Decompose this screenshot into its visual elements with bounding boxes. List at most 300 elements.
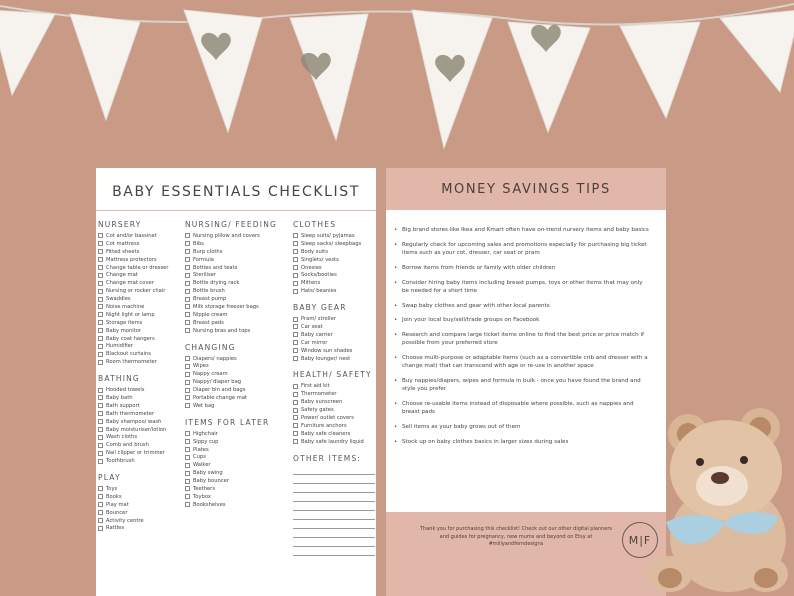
checklist-item[interactable]: [185, 477, 277, 485]
bunting-banner: [0, 0, 794, 160]
checklist-item[interactable]: [98, 358, 169, 366]
checklist-item[interactable]: [293, 390, 375, 398]
checklist-item[interactable]: [98, 485, 169, 493]
checklist-item-label: Nursing or rocker chair: [106, 288, 166, 295]
write-in-line[interactable]: [293, 475, 375, 484]
checklist-item-label: Books: [106, 493, 122, 500]
checklist-item-label: Window sun shades: [301, 347, 353, 354]
section-heading: CHANGING: [185, 342, 236, 352]
checklist-item[interactable]: [185, 362, 277, 370]
checkbox[interactable]: [98, 494, 103, 499]
checklist-item-label: Portable change mat: [193, 394, 248, 401]
section-heading: PLAY: [98, 473, 121, 483]
checkbox[interactable]: [185, 479, 190, 484]
checkbox[interactable]: [98, 451, 103, 456]
checklist-item[interactable]: [98, 264, 169, 272]
checklist-item[interactable]: [98, 311, 169, 319]
tip-item: [394, 438, 650, 446]
checkbox[interactable]: [98, 273, 103, 278]
checklist-item[interactable]: [98, 335, 169, 343]
checklist-item-label: Breast pads: [193, 319, 224, 326]
logo-text: M|F: [628, 534, 652, 547]
tip-text: Sell items as your baby grows out of them: [402, 424, 521, 431]
checkbox[interactable]: [293, 348, 298, 353]
checkbox[interactable]: [98, 411, 103, 416]
write-in-line[interactable]: [293, 493, 375, 502]
checkbox[interactable]: [185, 447, 190, 452]
checklist-item[interactable]: [185, 287, 277, 295]
checklist-title: BABY ESSENTIALS CHECKLIST: [112, 184, 360, 200]
write-in-line[interactable]: [293, 511, 375, 520]
checklist-item[interactable]: [293, 279, 375, 287]
checklist-item-label: Milk storage freezer bags: [193, 303, 259, 310]
checklist-item[interactable]: [98, 342, 169, 350]
checklist-item[interactable]: [185, 264, 277, 272]
tips-footer: [386, 512, 666, 596]
checklist-item[interactable]: [185, 319, 277, 327]
checklist-item-label: Swaddles: [106, 296, 131, 303]
checklist-item[interactable]: [293, 271, 375, 279]
checkbox[interactable]: [185, 249, 190, 254]
checklist-item-label: Rattles: [106, 525, 125, 532]
checklist-item[interactable]: [185, 248, 277, 256]
checkbox[interactable]: [185, 471, 190, 476]
checkbox[interactable]: [98, 352, 103, 357]
tip-text: Choose multi-purpose or adaptable items (such as a convertible crib and dresser with a change mat) that can transcend with age or re-use in another space: [402, 355, 648, 370]
checklist-item[interactable]: [293, 430, 375, 438]
checklist-item[interactable]: [293, 339, 375, 347]
tip-text: Consider hiring baby items including breast pumps, toys or other items that may only be needed for a short time: [402, 279, 643, 294]
checkbox[interactable]: [185, 304, 190, 309]
checkbox[interactable]: [293, 431, 298, 436]
checkbox[interactable]: [98, 502, 103, 507]
checkbox[interactable]: [293, 439, 298, 444]
checklist-item-label: Baby bouncer: [193, 478, 229, 485]
checkbox[interactable]: [293, 356, 298, 361]
checklist-item[interactable]: [98, 295, 169, 303]
checkbox[interactable]: [98, 249, 103, 254]
section-heading: NURSING/ FEEDING: [185, 220, 278, 229]
checklist-item-label: Toothbrush: [106, 458, 135, 465]
checklist-item[interactable]: [293, 315, 375, 323]
checkbox[interactable]: [185, 356, 190, 361]
checkbox[interactable]: [98, 459, 103, 464]
checklist-item-label: Teethers: [193, 485, 216, 492]
checklist-item-label: Nursing bras and tops: [193, 327, 251, 334]
checklist-item[interactable]: [98, 441, 169, 449]
checklist-item[interactable]: [293, 248, 375, 256]
checklist-item[interactable]: [98, 418, 169, 426]
checklist-item[interactable]: [98, 271, 169, 279]
checklist-item-label: Baby shampoo/ wash: [106, 418, 162, 425]
checklist-item-label: Noise machine: [106, 303, 145, 310]
checkbox[interactable]: [98, 289, 103, 294]
checklist-item-label: Nappy cream: [193, 371, 228, 378]
checkbox[interactable]: [98, 320, 103, 325]
checkbox[interactable]: [185, 273, 190, 278]
checkbox[interactable]: [293, 332, 298, 337]
checkbox[interactable]: [293, 400, 298, 405]
checklist-item[interactable]: [98, 350, 169, 358]
tip-item: [394, 400, 650, 416]
checklist-item[interactable]: [185, 378, 277, 386]
checkbox[interactable]: [98, 403, 103, 408]
checklist-item[interactable]: [185, 402, 277, 410]
checkbox[interactable]: [98, 312, 103, 317]
checkbox[interactable]: [185, 494, 190, 499]
checklist-item[interactable]: [185, 461, 277, 469]
bullet-icon: •: [394, 227, 398, 233]
checkbox[interactable]: [185, 328, 190, 333]
checklist-item-label: Baby swing: [193, 470, 223, 477]
checklist-item-label: Toybox: [193, 493, 211, 500]
bullet-icon: •: [394, 438, 398, 445]
checklist-item[interactable]: [185, 453, 277, 461]
section-heading: BATHING: [98, 374, 140, 384]
checklist-item[interactable]: [98, 493, 169, 501]
checkbox[interactable]: [185, 312, 190, 317]
checklist-item[interactable]: [293, 232, 375, 240]
checkbox[interactable]: [293, 317, 298, 322]
tip-text: Join your local buy/sell/trade groups on Facebook: [402, 317, 540, 324]
bullet-icon: •: [394, 401, 398, 408]
checklist-item-label: Baby coat hangers: [106, 335, 155, 342]
checkbox[interactable]: [293, 384, 298, 389]
checkbox[interactable]: [185, 395, 190, 400]
checkbox[interactable]: [185, 439, 190, 444]
checklist-item[interactable]: [185, 394, 277, 402]
checklist-item[interactable]: [185, 240, 277, 248]
checkbox[interactable]: [293, 324, 298, 329]
checklist-item-label: Nipple cream: [193, 311, 228, 318]
checklist-item[interactable]: [98, 501, 169, 509]
checklist-item[interactable]: [185, 446, 277, 454]
checklist-item-label: Bottles and teats: [193, 264, 238, 271]
checkbox[interactable]: [293, 257, 298, 262]
checklist-item[interactable]: [185, 370, 277, 378]
teddy-bear-illustration: [636, 398, 794, 596]
checklist-column: [98, 220, 169, 532]
checklist-item[interactable]: [293, 398, 375, 406]
checkbox[interactable]: [293, 415, 298, 420]
checklist-item[interactable]: [98, 303, 169, 311]
bullet-icon: •: [394, 332, 398, 339]
checklist-item[interactable]: [98, 319, 169, 327]
checklist-item-label: Walker: [193, 462, 211, 469]
checklist-item-label: Diapers/ nappies: [193, 355, 237, 362]
checkbox[interactable]: [185, 502, 190, 507]
checklist-item[interactable]: [293, 406, 375, 414]
checkbox[interactable]: [293, 281, 298, 286]
checklist-item[interactable]: [293, 256, 375, 264]
checklist-item-label: Safety gates: [301, 407, 334, 414]
checklist-item[interactable]: [98, 402, 169, 410]
checklist-item[interactable]: [185, 311, 277, 319]
checkbox[interactable]: [98, 388, 103, 393]
checkbox[interactable]: [185, 455, 190, 460]
checklist-item[interactable]: [185, 469, 277, 477]
checklist-item[interactable]: [185, 355, 277, 363]
checklist-column: [293, 220, 375, 556]
checklist-item-label: Bath support: [106, 402, 140, 409]
checklist-item[interactable]: [98, 386, 169, 394]
checkbox[interactable]: [98, 281, 103, 286]
checklist-item-label: First aid kit: [301, 383, 330, 390]
section-heading: BABY GEAR: [293, 303, 347, 313]
write-in-line[interactable]: [293, 520, 375, 529]
section-heading: HEALTH/ SAFETY: [293, 370, 372, 380]
write-in-line[interactable]: [293, 484, 375, 493]
checklist-item-label: Activity centre: [106, 517, 144, 524]
checklist-item[interactable]: [293, 438, 375, 446]
checkbox[interactable]: [98, 360, 103, 365]
checklist-item-label: Fitted sheets: [106, 248, 140, 255]
checkbox[interactable]: [185, 241, 190, 246]
checklist-item-label: Bibs: [193, 240, 204, 247]
checkbox[interactable]: [98, 526, 103, 531]
checkbox[interactable]: [98, 344, 103, 349]
checklist-item-label: Wash cloths: [106, 434, 138, 441]
bullet-icon: •: [394, 241, 398, 248]
bullet-icon: •: [394, 355, 398, 362]
checkbox[interactable]: [98, 427, 103, 432]
checklist-item[interactable]: [98, 248, 169, 256]
tip-item: [394, 377, 650, 393]
checklist-item-label: Humidifier: [106, 343, 134, 350]
tip-item: [394, 423, 650, 431]
checkbox[interactable]: [98, 518, 103, 523]
checkbox[interactable]: [185, 289, 190, 294]
checklist-item-label: Nappy/ diaper bag: [193, 379, 242, 386]
checklist-item-label: Room thermometer: [106, 359, 157, 366]
checkbox[interactable]: [98, 443, 103, 448]
checklist-item[interactable]: [185, 279, 277, 287]
checkbox[interactable]: [185, 403, 190, 408]
checklist-item-label: Steriliser: [193, 272, 217, 279]
checkbox[interactable]: [293, 340, 298, 345]
bullet-icon: •: [394, 302, 398, 309]
tip-text: Choose re-usable items instead of disposable where possible, such as nappies and breast pads: [402, 401, 634, 416]
tip-text: Buy nappies/diapers, wipes and formula in bulk - once you have found the brand and style you prefer: [402, 378, 641, 393]
checklist-item[interactable]: [293, 422, 375, 430]
checklist-item-label: Onesies: [301, 264, 322, 271]
checklist-item[interactable]: [293, 287, 375, 295]
checklist-item-label: Sleep suits/ pyjamas: [301, 232, 355, 239]
checklist-item-label: Nursing pillow and covers: [193, 232, 260, 239]
checkbox[interactable]: [98, 419, 103, 424]
checklist-item-label: Change mat: [106, 272, 138, 279]
checklist-item-label: Formula: [193, 256, 214, 263]
checkbox[interactable]: [293, 392, 298, 397]
tip-text: Borrow items from friends or family with older children: [402, 264, 556, 271]
checklist-item[interactable]: [98, 517, 169, 525]
write-in-line[interactable]: [293, 547, 375, 556]
checkbox[interactable]: [98, 510, 103, 515]
checklist-item[interactable]: [98, 327, 169, 335]
checklist-item[interactable]: [98, 433, 169, 441]
checkbox[interactable]: [98, 265, 103, 270]
checklist-item[interactable]: [293, 355, 375, 363]
checklist-item-label: Bottle brush: [193, 288, 225, 295]
checklist-item[interactable]: [98, 287, 169, 295]
checklist-page: [96, 168, 376, 596]
checkbox[interactable]: [185, 364, 190, 369]
checkbox[interactable]: [185, 380, 190, 385]
checkbox[interactable]: [293, 249, 298, 254]
checklist-item[interactable]: [185, 430, 277, 438]
checklist-item-label: Storage items: [106, 319, 143, 326]
checklist-item[interactable]: [185, 303, 277, 311]
checklist-item[interactable]: [98, 426, 169, 434]
write-in-line[interactable]: [293, 466, 375, 475]
checklist-item[interactable]: [293, 264, 375, 272]
checkbox[interactable]: [185, 486, 190, 491]
checklist-item[interactable]: [185, 493, 277, 501]
checklist-item-label: Bath thermometer: [106, 410, 155, 417]
checklist-item-label: Breast pump: [193, 296, 227, 303]
section-heading: NURSERY: [98, 220, 142, 229]
checklist-item-label: Baby safe laundry liquid: [301, 438, 364, 445]
checklist-item[interactable]: [98, 256, 169, 264]
checklist-item[interactable]: [185, 501, 277, 509]
checkbox[interactable]: [185, 320, 190, 325]
checkbox[interactable]: [293, 265, 298, 270]
checklist-item-label: Singlets/ vests: [301, 256, 339, 263]
checklist-item[interactable]: [293, 331, 375, 339]
bullet-icon: •: [394, 264, 398, 271]
checklist-item-label: Sleep sacks/ sleepbags: [301, 240, 362, 247]
checklist-item[interactable]: [293, 323, 375, 331]
tip-text: Swap baby clothes and gear with other local parents: [402, 302, 550, 309]
checklist-item[interactable]: [185, 232, 277, 240]
checklist-item-label: Wet bag: [193, 402, 215, 409]
checklist-item-label: Baby moisturiser/lotion: [106, 426, 167, 433]
checkbox[interactable]: [185, 265, 190, 270]
checklist-item[interactable]: [185, 327, 277, 335]
checkbox[interactable]: [98, 435, 103, 440]
checklist-item[interactable]: [98, 410, 169, 418]
write-in-line[interactable]: [293, 529, 375, 538]
write-in-line[interactable]: [293, 502, 375, 511]
section-heading: CLOTHES: [293, 220, 337, 229]
checkbox[interactable]: [185, 297, 190, 302]
checkbox[interactable]: [98, 241, 103, 246]
divider: [96, 210, 376, 211]
tip-text: Big brand stores like Ikea and Kmart often have on-trend nursery items and baby basics: [402, 227, 649, 233]
checkbox[interactable]: [185, 281, 190, 286]
checkbox[interactable]: [98, 257, 103, 262]
footer-text: Thank you for purchasing this checklist! Check out our other digital planners and guides for pregnancy, new mums and beyond on Etsy at #millyandferndesigns: [419, 526, 613, 548]
checklist-item-label: Baby safe cleaners: [301, 430, 351, 437]
checkbox[interactable]: [98, 233, 103, 238]
checklist-item-label: Plates: [193, 446, 209, 453]
checkbox[interactable]: [293, 233, 298, 238]
checklist-item[interactable]: [98, 232, 169, 240]
checklist-item[interactable]: [98, 240, 169, 248]
checkbox[interactable]: [98, 395, 103, 400]
checklist-item[interactable]: [185, 295, 277, 303]
tips-page: [386, 168, 666, 596]
bullet-icon: •: [394, 317, 398, 324]
checklist-item[interactable]: [293, 414, 375, 422]
checkbox[interactable]: [293, 408, 298, 413]
checklist-item-label: Wipes: [193, 363, 209, 370]
tips-title: MONEY SAVINGS TIPS: [441, 182, 611, 197]
checklist-item[interactable]: [185, 271, 277, 279]
checkbox[interactable]: [293, 273, 298, 278]
checklist-item-label: Change mat cover: [106, 280, 154, 287]
checkbox[interactable]: [185, 257, 190, 262]
checklist-item-label: Hats/ beanies: [301, 288, 337, 295]
checklist-item[interactable]: [185, 386, 277, 394]
bullet-icon: •: [394, 378, 398, 385]
checklist-item-label: Play mat: [106, 501, 129, 508]
checklist-item-label: Blackout curtains: [106, 351, 151, 358]
tip-item: [394, 264, 650, 272]
checklist-column: [185, 220, 277, 509]
checklist-item[interactable]: [98, 457, 169, 465]
checkbox[interactable]: [293, 289, 298, 294]
checkbox[interactable]: [185, 388, 190, 393]
tip-item: [394, 331, 650, 347]
checklist-item[interactable]: [98, 509, 169, 517]
checklist-item-label: Thermometer: [301, 391, 337, 398]
checklist-item[interactable]: [185, 438, 277, 446]
tip-item: [394, 279, 650, 295]
checklist-item[interactable]: [293, 382, 375, 390]
checklist-item-label: Change table or dresser: [106, 264, 169, 271]
checklist-item[interactable]: [98, 279, 169, 287]
checkbox[interactable]: [98, 328, 103, 333]
checklist-item-label: Cot mattress: [106, 240, 140, 247]
checklist-item[interactable]: [98, 525, 169, 533]
checklist-item-label: Baby bath: [106, 394, 133, 401]
checklist-item-label: Nail clipper or trimmer: [106, 450, 165, 457]
write-in-line[interactable]: [293, 538, 375, 547]
checklist-item[interactable]: [98, 449, 169, 457]
checklist-item[interactable]: [293, 347, 375, 355]
section-heading: OTHER ITEMS:: [293, 453, 362, 463]
tip-text: Regularly check for upcoming sales and promotions especially for purchasing big ticket items such as your cot, dresser, car seat or pram: [402, 241, 647, 256]
flag: [0, 10, 794, 148]
checkbox[interactable]: [185, 372, 190, 377]
checkbox[interactable]: [98, 486, 103, 491]
checkbox[interactable]: [98, 304, 103, 309]
checkbox[interactable]: [98, 297, 103, 302]
checklist-item[interactable]: [293, 240, 375, 248]
tip-item: [394, 241, 650, 257]
checkbox[interactable]: [293, 241, 298, 246]
tip-text: Research and compare large ticket items online to find the best price or price match if possible from your preferred store: [402, 332, 644, 347]
checkbox[interactable]: [98, 336, 103, 341]
checklist-item-label: Socks/booties: [301, 272, 337, 279]
checkbox[interactable]: [185, 233, 190, 238]
checkbox[interactable]: [185, 463, 190, 468]
checklist-item-label: Toys: [106, 485, 118, 492]
tip-item: [394, 302, 650, 310]
checklist-item-label: Body suits: [301, 248, 328, 255]
checklist-item[interactable]: [185, 256, 277, 264]
checklist-item-label: Car seat: [301, 323, 323, 330]
tips-header: [386, 168, 666, 210]
checkbox[interactable]: [293, 423, 298, 428]
checklist-item[interactable]: [98, 394, 169, 402]
checklist-item-label: Cot and/or bassinet: [106, 232, 157, 239]
checklist-item[interactable]: [185, 485, 277, 493]
tip-item: [394, 226, 650, 234]
tip-text: Stock up on baby clothes basics in larger sizes during sales: [402, 438, 569, 445]
checkbox[interactable]: [185, 431, 190, 436]
